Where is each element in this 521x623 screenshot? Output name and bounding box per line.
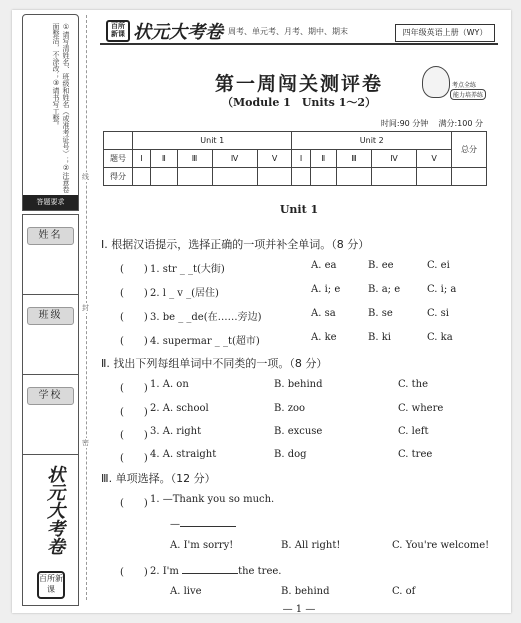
name-label: 姓名 [27,227,74,245]
score-cell[interactable] [292,168,310,186]
score-cell[interactable] [177,168,212,186]
table-numeral: Ⅴ [417,150,452,168]
table-numeral: Ⅰ [133,150,151,168]
question-text: 2. l _ v _(居住) [150,288,219,299]
question-text: 4. supermar _ _t(超市) [150,336,260,347]
table-numeral: Ⅲ [337,150,372,168]
cut-line-char: 线 [82,173,89,181]
option-c: C. tree [398,449,433,460]
score-cell[interactable] [452,168,487,186]
option-a: A. live [170,586,202,597]
header-brand: 状元大考卷 [133,22,223,43]
section-heading: Ⅱ. 找出下列每组单词中不同类的一项。（8 分） [101,357,328,370]
option-c: C. the [398,379,429,390]
option-b: B. excuse [274,426,323,437]
option-c: C. si [427,308,449,319]
table-row-label: 得分 [104,168,133,186]
class-label: 班级 [27,307,74,325]
option-b: B. se [368,308,393,319]
full-score: 满分:100 分 [438,119,483,128]
score-cell[interactable] [372,168,417,186]
table-numeral: Ⅳ [372,150,417,168]
school-field[interactable] [22,374,79,456]
score-cell[interactable] [133,168,151,186]
answer-paren[interactable]: ( ) [120,288,148,299]
option-c: C. where [398,403,444,414]
option-b: B. dog [274,449,307,460]
question-text-post: the tree. [238,566,282,577]
option-c: C. ka [427,332,453,343]
option-a: A. I'm sorry! [170,540,234,551]
badge-text-1: 考点全练 [452,82,477,89]
answer-blank[interactable] [182,563,238,574]
sidebar-notes-panel [22,14,79,211]
cut-line-char: 密 [82,439,89,447]
option-c: C. left [398,426,429,437]
header-rule [100,43,498,45]
table-numeral: Ⅱ [151,150,178,168]
page-number: — 1 — [282,604,316,615]
header-subtitle: 周考、单元考、月考、期中、期末 [228,27,348,36]
question-text: 1. A. on [150,379,189,390]
cut-line-char: 封 [82,304,89,312]
option-a: A. ea [311,260,337,271]
reply-line[interactable] [170,516,236,530]
option-b: B. behind [274,379,323,390]
answer-paren[interactable]: ( ) [120,567,148,578]
option-c: C. of [392,586,416,597]
question-text: 2. A. school [150,403,209,414]
section-heading: Ⅲ. 单项选择。（12 分） [101,472,216,485]
answer-paren[interactable]: ( ) [120,312,148,323]
option-a: A. sa [311,308,336,319]
score-cell[interactable] [310,168,337,186]
answer-paren[interactable]: ( ) [120,407,148,418]
option-b: B. ee [368,260,394,271]
header-logo-icon: 百所新课 [106,20,130,42]
sidebar-brand: 状元大考卷 [44,465,65,555]
option-a: A. i; e [311,284,341,295]
left-sidebar [22,14,78,607]
question-text: 3. be _ _de(在……旁边) [150,312,262,323]
option-c: C. You're welcome! [392,540,490,551]
option-b: B. ki [368,332,391,343]
sidebar-notes-header: 答题要求 [23,195,78,210]
question-text: 4. A. straight [150,449,217,460]
option-b: B. behind [281,586,330,597]
option-b: B. All right! [281,540,341,551]
table-numeral: Ⅲ [177,150,212,168]
grade-box: 四年级英语上册（WY） [395,24,495,42]
time-limit: 时间:90 分钟 [380,119,429,128]
table-numeral: Ⅰ [292,150,310,168]
answer-paren[interactable]: ( ) [120,383,148,394]
table-unit2-header: Unit 2 [292,132,452,150]
score-cell[interactable] [257,168,292,186]
answer-paren[interactable]: ( ) [120,336,148,347]
table-row-label: 题号 [104,150,133,168]
mascot-icon [422,66,450,98]
table-unit1-header: Unit 1 [133,132,292,150]
option-a: A. ke [311,332,337,343]
page-subtitle: （Module 1 Units 1～2） [221,96,377,109]
section-heading: Ⅰ. 根据汉语提示，选择正确的一项并补全单词。（8 分） [101,238,370,251]
name-field[interactable] [22,214,79,296]
answer-paren[interactable]: ( ) [120,264,148,275]
exam-meta [381,118,483,129]
question-text: 1. str _ _t(大街) [150,264,225,275]
question-text: 1. —Thank you so much. [150,494,275,505]
score-table [103,131,487,186]
table-numeral: Ⅴ [257,150,292,168]
school-label: 学校 [27,387,74,405]
option-c: C. i; a [427,284,457,295]
table-corner [104,132,133,150]
question-text [150,563,281,577]
option-c: C. ei [427,260,450,271]
mascot-badge [420,66,496,108]
answer-paren[interactable]: ( ) [120,453,148,464]
reply-dash: — [170,519,180,530]
table-numeral: Ⅱ [310,150,337,168]
option-b: B. a; e [368,284,401,295]
score-cell[interactable] [417,168,452,186]
score-cell[interactable] [151,168,178,186]
table-total-header: 总分 [452,132,487,168]
answer-blank[interactable] [180,516,236,527]
answer-paren[interactable]: ( ) [120,498,148,509]
question-text: 3. A. right [150,426,202,437]
table-numeral: Ⅳ [212,150,257,168]
unit-heading: Unit 1 [279,203,319,216]
score-cell[interactable] [212,168,257,186]
page-title: 第一周闯关测评卷 [214,73,383,95]
sidebar-brand-logo-icon: 百所新课 [37,571,65,599]
score-cell[interactable] [337,168,372,186]
sidebar-brand-panel [22,454,79,606]
class-field[interactable] [22,294,79,376]
badge-text-2: 能力培养练 [450,89,486,100]
option-b: B. zoo [274,403,306,414]
answer-paren[interactable]: ( ) [120,430,148,441]
question-text-pre: 2. I'm [150,566,179,577]
sidebar-notes: ①请写清姓名、班级和姓名（或准考证号）；②注意卷面整洁，不涂改；③请书写工整。 [52,23,70,193]
